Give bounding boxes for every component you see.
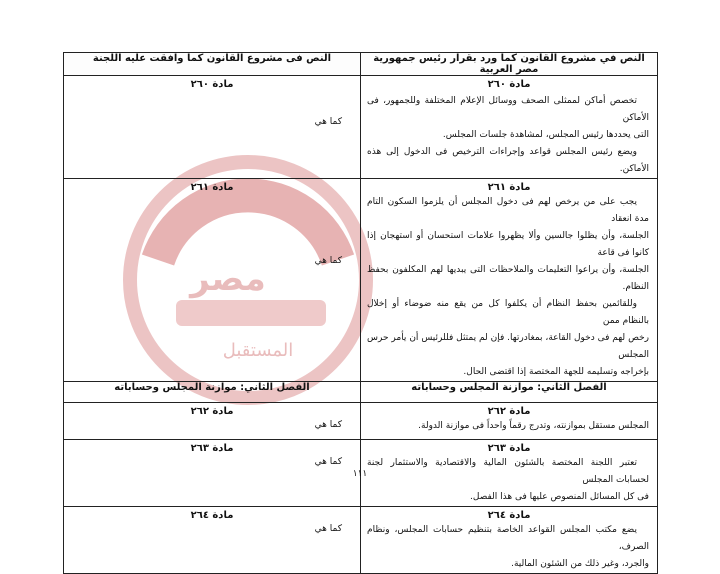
table-row-261 xyxy=(64,179,658,382)
committee-cell xyxy=(64,507,361,574)
text-line: بإخراجه وتسليمه للجهة المختصة إذا اقتضى الحال. xyxy=(463,367,649,377)
text-line: المجلس مستقل بموازنته، وتدرج رقماً واحداً فى موازنة الدولة. xyxy=(418,421,649,431)
watermark-tagline: المستقبل xyxy=(222,340,294,361)
article-number: مادة ٢٦٤ xyxy=(487,510,531,521)
article-number: مادة ٢٦٢ xyxy=(487,406,531,417)
text-line: تخصص أماكن لممثلى الصحف ووسائل الإعلام المختلفة وللجمهور، فى الأماكن xyxy=(367,96,649,123)
text-line: وللقائمين بحفظ النظام أن يكلفوا كل من يقع منه ضوضاء أو إخلال بالنظام ممن xyxy=(367,299,649,326)
text-line: فى كل المسائل المنصوص عليها فى هذا الفصل. xyxy=(470,492,649,502)
article-text xyxy=(361,455,657,506)
committee-article-number: مادة ٢٦١ xyxy=(190,182,234,193)
original-cell xyxy=(361,76,658,179)
text-line: رخص لهم فى دخول القاعة، بمغادرتها. فإن لم يمتثل فللرئيس أن يأمر حرس المجلس xyxy=(367,333,649,360)
chapter-committee: الفصل الثاني: موازنة المجلس وحساباته xyxy=(64,382,361,403)
text-line: ويضع رئيس المجلس قواعد وإجراءات الترخيص فى الدخول إلى هذه الأماكن. xyxy=(367,147,649,174)
article-text xyxy=(361,522,657,573)
article-number: مادة ٢٦١ xyxy=(487,182,531,193)
committee-article-number: مادة ٢٦٢ xyxy=(190,406,234,417)
text-line: التى يحددها رئيس المجلس، لمشاهدة جلسات المجلس. xyxy=(442,130,649,140)
text-line: والجرد، وغير ذلك من الشئون المالية. xyxy=(511,559,649,569)
header-committee-text: النص فى مشروع القانون كما وافقت عليه اللجنة xyxy=(64,53,361,76)
article-number: مادة ٢٦٣ xyxy=(487,443,531,454)
chapter-row xyxy=(64,382,658,403)
original-cell xyxy=(361,507,658,574)
page-number: ١١١ xyxy=(352,469,368,479)
article-text xyxy=(361,418,657,435)
text-line: الجلسة، وأن يظلوا جالسين وألا يظهروا علامات استحسان أو استهجان إذا كانوا فى قاعة xyxy=(367,231,649,258)
committee-verdict: كما هي xyxy=(314,420,342,430)
committee-verdict: كما هي xyxy=(314,117,342,127)
committee-article-number: مادة ٢٦٤ xyxy=(190,510,234,521)
text-line: يضع مكتب المجلس القواعد الخاصة بتنظيم حسابات المجلس، ونظام الصرف، xyxy=(367,525,649,552)
article-number: مادة ٢٦٠ xyxy=(487,79,531,90)
comparison-table xyxy=(63,52,658,574)
original-cell xyxy=(361,403,658,440)
text-line: تعتبر اللجنة المختصة بالشئون المالية والاقتصادية والاستثمار لجنة لحسابات المجلس xyxy=(367,458,649,485)
committee-cell xyxy=(64,179,361,382)
committee-verdict: كما هي xyxy=(314,256,342,266)
committee-cell xyxy=(64,76,361,179)
article-text xyxy=(361,194,657,381)
article-text xyxy=(361,91,657,178)
committee-verdict: كما هي xyxy=(314,457,342,467)
text-line: الجلسة، وأن يراعوا التعليمات والملاحظات التى يبديها لهم المكلفون بحفظ النظام. xyxy=(367,265,649,292)
header-original-text: النص في مشروع القانون كما ورد بقرار رئيس جمهورية مصر العربية xyxy=(361,53,658,76)
original-cell xyxy=(361,179,658,382)
committee-verdict: كما هي xyxy=(314,524,342,534)
table-row-262 xyxy=(64,403,658,440)
table-row-260 xyxy=(64,76,658,179)
chapter-original: الفصل الثاني: موازنة المجلس وحساباته xyxy=(361,382,658,403)
committee-cell xyxy=(64,403,361,440)
table-row-264 xyxy=(64,507,658,574)
text-line: يجب على من يرخص لهم فى دخول المجلس أن يلزموا السكون التام مدة انعقاد xyxy=(367,197,649,224)
table-header-row xyxy=(64,53,658,76)
watermark-brand: مصر xyxy=(190,259,266,299)
committee-article-number: مادة ٢٦٣ xyxy=(190,443,234,454)
committee-article-number: مادة ٢٦٠ xyxy=(190,79,234,90)
